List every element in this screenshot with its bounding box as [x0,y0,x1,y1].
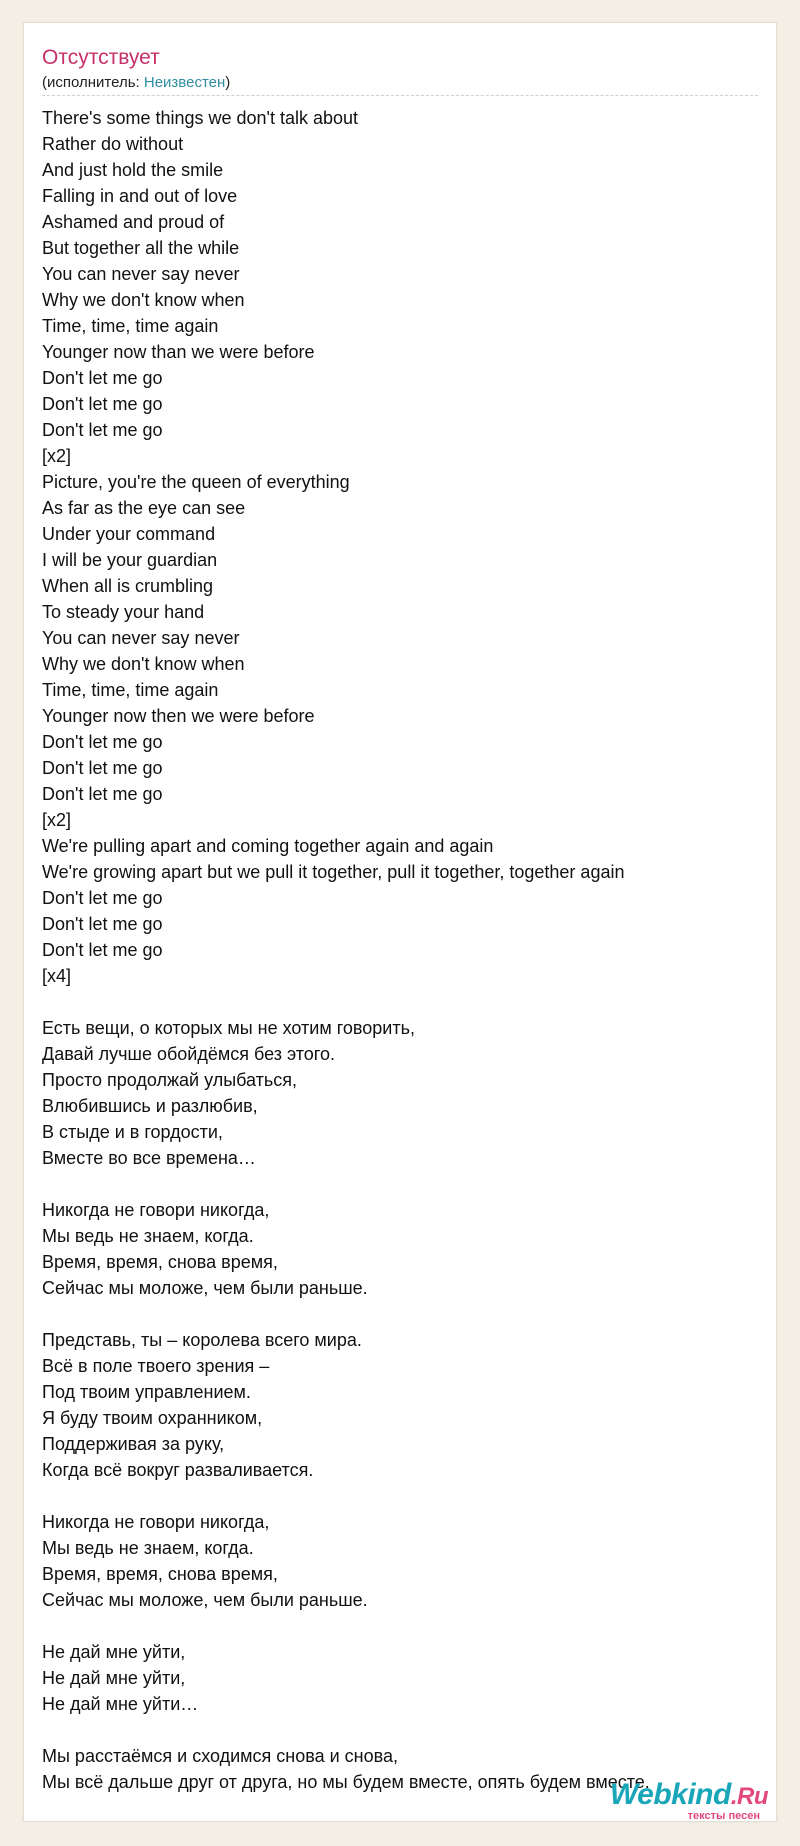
lyric-line: Don't let me go [42,732,163,752]
lyric-line: You can never say never [42,628,240,648]
lyric-line: Под твоим управлением. [42,1382,251,1402]
stanza-break [42,989,762,1015]
lyric-line: Why we don't know when [42,654,245,674]
lyric-line: Никогда не говори никогда, [42,1200,270,1220]
webkind-logo [568,1778,768,1824]
lyric-line: Don't let me go [42,420,163,440]
stanza-break [42,1483,762,1509]
lyric-line: Всё в поле твоего зрения – [42,1356,270,1376]
lyric-line: Поддерживая за руку, [42,1434,225,1454]
lyric-line: Rather do without [42,134,184,154]
lyric-line: And just hold the smile [42,160,224,180]
lyric-line: When all is crumbling [42,576,214,596]
lyric-line: As far as the eye can see [42,498,246,518]
lyric-line: Мы расстаёмся и сходимся снова и снова, [42,1746,398,1766]
lyric-line: Don't let me go [42,940,163,960]
lyric-line: Мы ведь не знаем, когда. [42,1538,254,1558]
lyrics-text [42,105,762,1795]
lyric-line: We're pulling apart and coming together again and again [42,836,494,856]
byline-suffix: ) [225,74,231,91]
lyric-line: Влюбившись и разлюбив, [42,1096,258,1116]
lyric-line: Есть вещи, о которых мы не хотим говорить, [42,1018,415,1038]
lyric-line: We're growing apart but we pull it together, pull it together, together again [42,862,625,882]
lyric-line: Don't let me go [42,394,163,414]
lyric-line: Time, time, time again [42,316,219,336]
lyric-line: Younger now than we were before [42,342,315,362]
lyric-line: Вместе во все времена… [42,1148,256,1168]
lyric-line: Не дай мне уйти… [42,1694,199,1714]
lyric-line: Don't let me go [42,368,163,388]
lyric-line: Сейчас мы моложе, чем были раньше. [42,1590,368,1610]
lyric-line: В стыде и в гордости, [42,1122,223,1142]
lyric-line: Я буду твоим охранником, [42,1408,263,1428]
lyric-line: Don't let me go [42,784,163,804]
lyric-line: I will be your guardian [42,550,218,570]
stanza-break [42,1613,762,1639]
lyric-line: Давай лучше обойдёмся без этого. [42,1044,335,1064]
lyric-line: Under your command [42,524,216,544]
logo-domain-text: .Ru [730,1783,768,1810]
byline-prefix: (исполнитель: [42,74,144,91]
lyric-line: Don't let me go [42,888,163,908]
lyric-line: But together all the while [42,238,240,258]
lyric-line: Не дай мне уйти, [42,1642,186,1662]
lyric-line: Не дай мне уйти, [42,1668,186,1688]
song-title: Отсутствует [42,46,160,69]
lyric-line: [x2] [42,446,72,466]
lyric-line: [x4] [42,966,72,986]
logo-main-text: Webkind [609,1778,731,1811]
lyric-line: Время, время, снова время, [42,1564,278,1584]
lyric-line: Мы ведь не знаем, когда. [42,1226,254,1246]
lyric-line: Falling in and out of love [42,186,238,206]
lyric-line: Время, время, снова время, [42,1252,278,1272]
stanza-break [42,1171,762,1197]
lyric-line: Мы всё дальше друг от друга, но мы будем вместе, опять будем вместе. [42,1772,650,1792]
lyric-line: Don't let me go [42,914,163,934]
lyric-line: Представь, ты – королева всего мира. [42,1330,362,1350]
lyric-line: There's some things we don't talk about [42,108,359,128]
stanza-break [42,1301,762,1327]
lyric-line: To steady your hand [42,602,205,622]
header-divider [42,95,758,96]
lyric-line: Когда всё вокруг разваливается. [42,1460,314,1480]
artist-link[interactable]: Неизвестен [143,74,226,91]
lyric-line: [x2] [42,810,72,830]
stanza-break [42,1717,762,1743]
lyric-line: Сейчас мы моложе, чем были раньше. [42,1278,368,1298]
lyric-line: Ashamed and proud of [42,212,225,232]
lyric-line: Picture, you're the queen of everything [42,472,350,492]
logo-wordmark [610,1778,768,1814]
artist-byline [42,73,230,93]
lyric-line: Younger now then we were before [42,706,315,726]
lyric-line: Никогда не говори никогда, [42,1512,270,1532]
lyric-line: Why we don't know when [42,290,245,310]
lyric-line: Don't let me go [42,758,163,778]
lyric-line: You can never say never [42,264,240,284]
lyrics-card [23,22,777,1822]
lyric-line: Просто продолжай улыбаться, [42,1070,298,1090]
logo-tagline: тексты песен [687,1810,760,1822]
lyric-line: Time, time, time again [42,680,219,700]
